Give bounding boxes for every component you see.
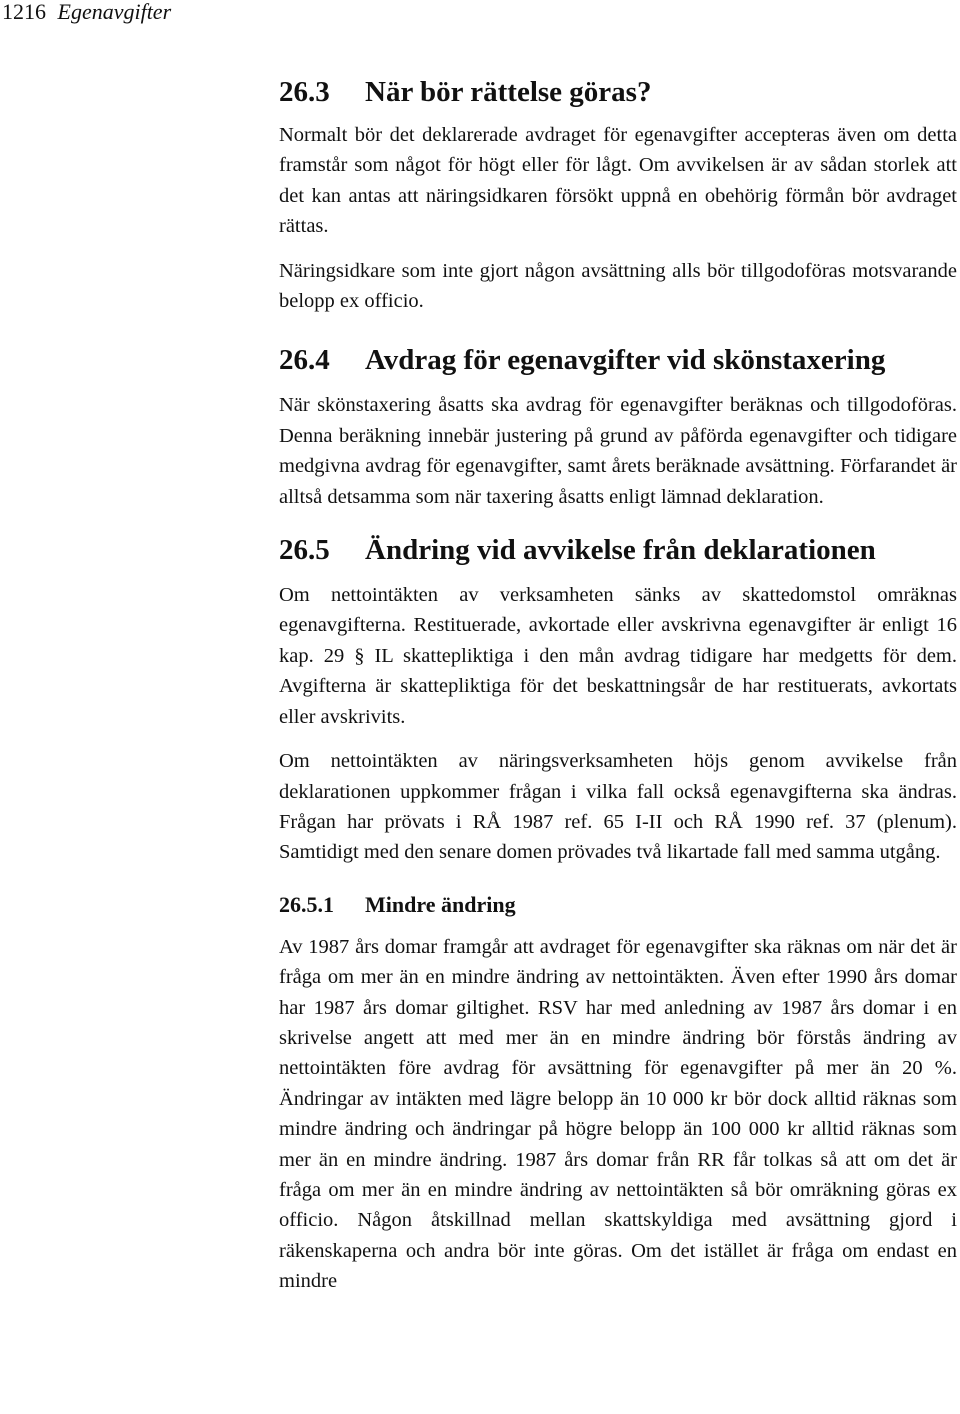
section-number: 26.3 [279, 76, 330, 108]
paragraph: Om nettointäkten av verksamheten sänks av skattedomstol omräknas egenavgifterna. Restituerade, avkortade eller avskrivna egenavgifter är enligt 16 kap. 29 § IL skattepliktiga i den mån avdrag tidigare har medgetts för dem. Avgifterna är skattepliktiga för det beskattningsår de har restituerats, avkortats eller avskrivits. [279, 584, 957, 728]
section-number: 26.5 [279, 534, 330, 567]
paragraph: Normalt bör det deklarerade avdraget för egenavgifter accepteras även om detta framstår som något för högt eller för lågt. Om avvikelsen är av sådan storlek att det kan antas att näringsidkaren försökt uppnå en obehörig förmån bör avdraget rättas. [279, 124, 957, 238]
section-title: Ändring vid avvikelse från deklarationen [365, 534, 876, 567]
section-heading-26-3 [279, 72, 957, 112]
section-title: Avdrag för egenavgifter vid skönstaxering [365, 344, 886, 377]
running-title: Egenavgifter [57, 0, 172, 24]
section-title: När bör rättelse göras? [365, 76, 652, 108]
section-number: 26.4 [279, 344, 330, 377]
paragraph: Om nettointäkten av näringsverksamheten höjs genom avvikelse från deklarationen uppkommer frågan i vilka fall också egenavgifterna ska ändras. Frågan har prövats i RÅ 1987 ref. 65 I-II och RÅ 1990 ref. 37 (plenum). Samtidigt med den senare domen prövades två likartade fall med samma utgång. [279, 750, 957, 864]
paragraph: Av 1987 års domar framgår att avdraget för egenavgifter ska räknas om när det är fråga om mer än en mindre ändring av nettointäkten. Även efter 1990 års domar har 1987 års domar giltighet. RSV har med anledning av 1987 års domar i en skrivelse angett att med mer än en mindre ändring bör förstås ändring av nettointäkten före avdrag för avsättning för egenavgifter på mer än 20 %. Ändringar av intäkten med lägre belopp än 10 000 kr bör dock alltid räknas som mindre ändring och ändringar på högre belopp än 100 000 kr alltid räknas som mer än en mindre ändring. 1987 års domar från RR får tolkas så att om det är fråga om mer än en mindre ändring av nettointäkten så bör omräkning göras ex officio. Någon åtskillnad mellan skattskyldiga med avsättning gjord i räkenskaperna och andra bör inte göras. Om det istället är fråga om endast en mindre [279, 935, 957, 1293]
section-heading-26-5 [279, 530, 957, 570]
section-heading-26-4 [279, 340, 957, 380]
paragraph: Näringsidkare som inte gjort någon avsättning alls bör tillgodoföras motsvarande belopp ex officio. [279, 259, 957, 313]
paragraph: När skönstaxering åsatts ska avdrag för egenavgifter beräknas och tillgodoföras. Denna beräkning innebär justering på grund av påförda egenavgifter och tidigare medgivna avdrag för egenavgifter, samt årets beräknade avsättning. Förfarandet är alltså detsamma som när taxering åsatts enligt lämnad deklaration. [279, 394, 957, 508]
page-number: 1216 [2, 0, 46, 24]
section-number: 26.5.1 [279, 891, 334, 917]
subsection-heading-26-5-1 [279, 890, 957, 920]
running-header [2, 0, 171, 25]
page-body [279, 68, 957, 1297]
section-title: Mindre ändring [365, 891, 516, 917]
